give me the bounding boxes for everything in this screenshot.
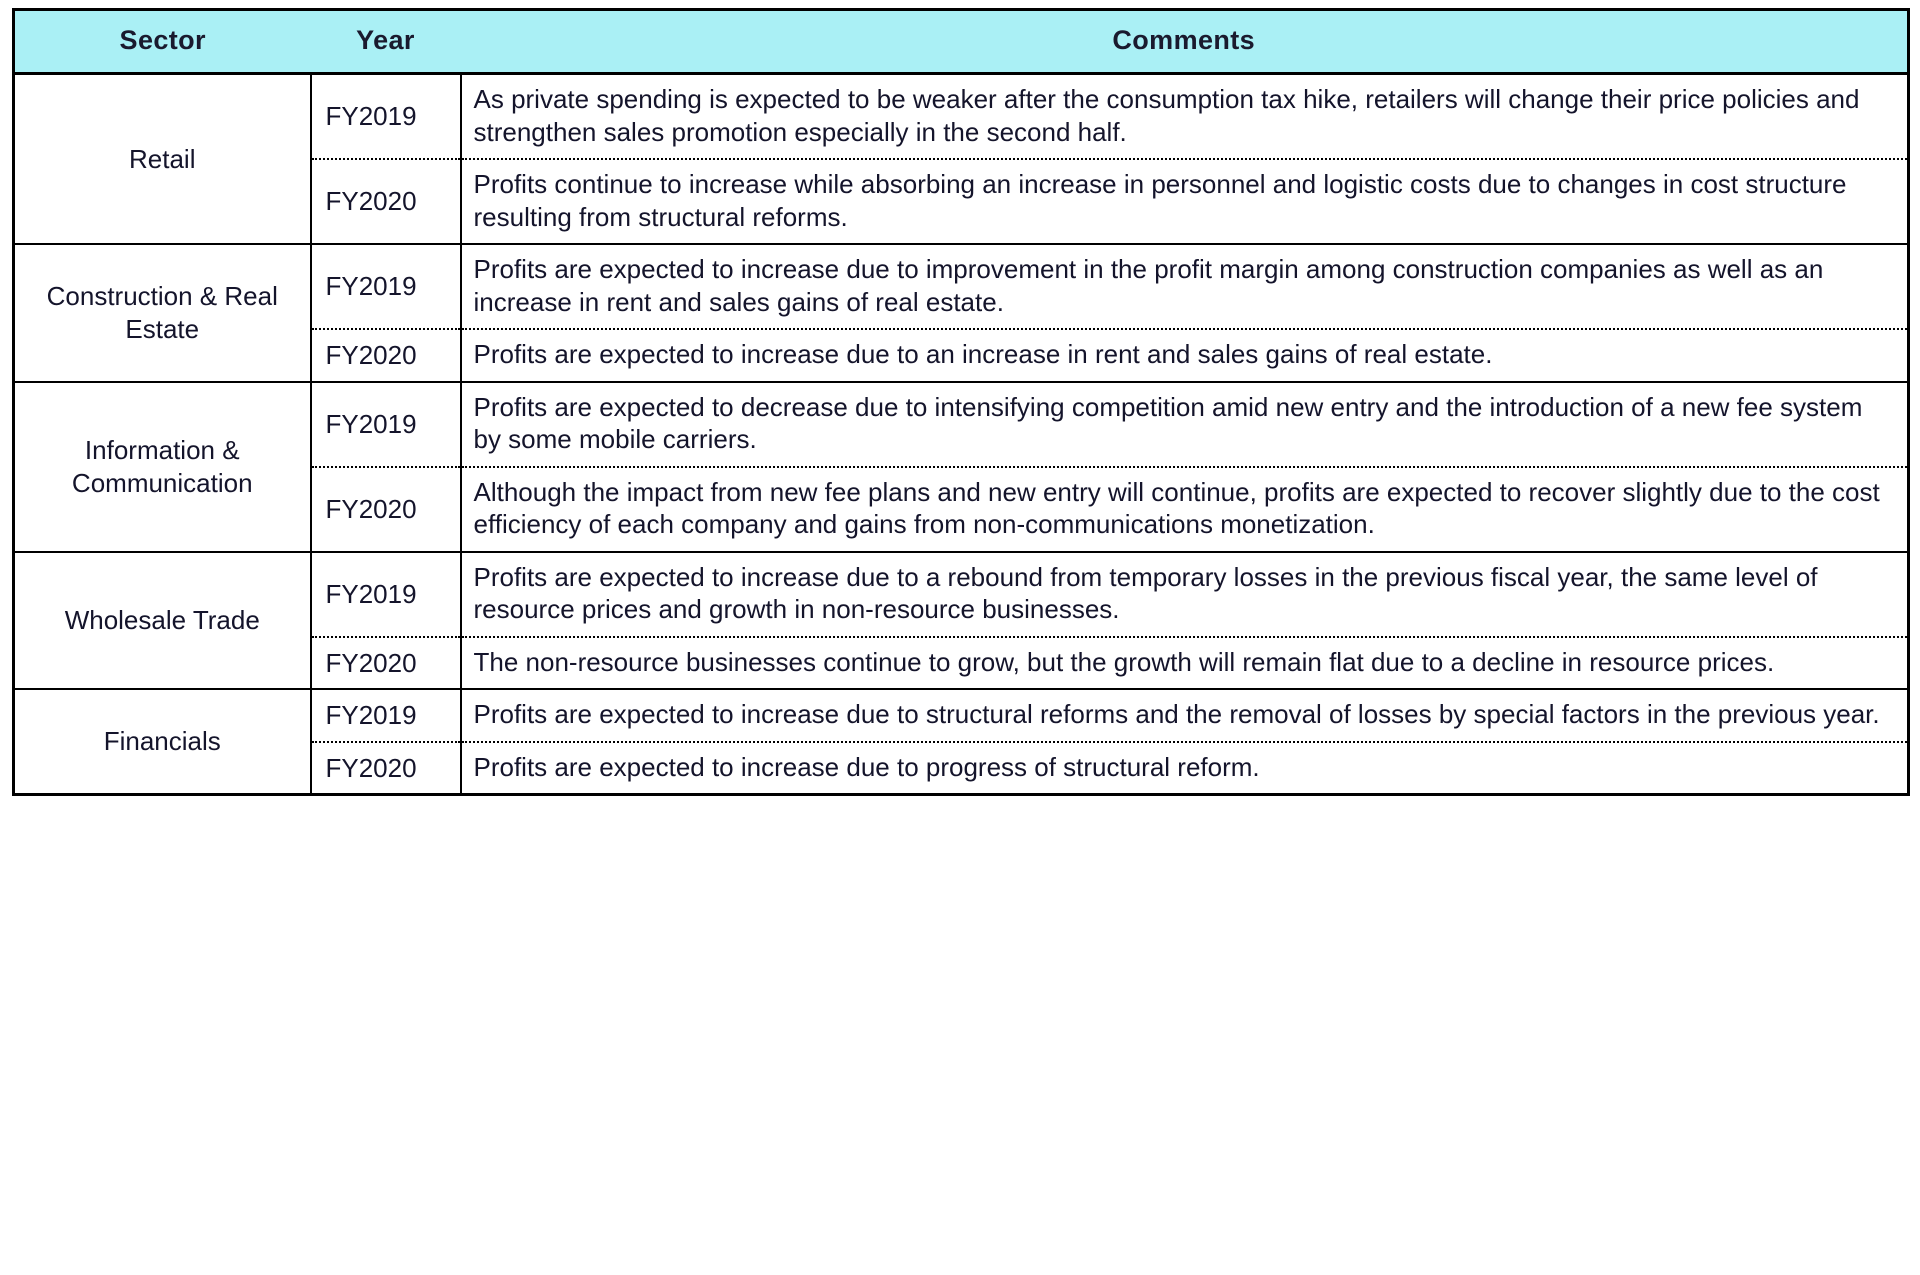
comment-cell: Although the impact from new fee plans and new entry will continue, profits are expected to recover slightly due to the cost efficiency of each company and gains from non-communications monetization. — [461, 467, 1909, 552]
sector-label: Wholesale Trade — [64, 605, 260, 635]
table-row — [14, 552, 1909, 637]
comment-cell: Profits are expected to increase due to improvement in the profit margin among construction companies as well as an increase in rent and sales gains of real estate. — [461, 244, 1909, 329]
comment-cell: Profits are expected to increase due to structural reforms and the removal of losses by special factors in the previous year. — [461, 689, 1909, 742]
table-row — [14, 244, 1909, 329]
column-header-comments: Comments — [461, 10, 1909, 74]
year-cell: FY2019 — [311, 552, 461, 637]
table-row — [14, 74, 1909, 160]
sector-label: Information & Communication — [71, 435, 253, 498]
year-cell: FY2020 — [311, 467, 461, 552]
year-cell: FY2020 — [311, 637, 461, 690]
sector-label: Financials — [103, 726, 221, 757]
column-header-year: Year — [311, 10, 461, 74]
comment-cell: Profits are expected to increase due to an increase in rent and sales gains of real estate. — [461, 329, 1909, 382]
year-cell: FY2019 — [311, 382, 461, 467]
comment-cell: Profits are expected to decrease due to intensifying competition amid new entry and the introduction of a new fee system by some mobile carriers. — [461, 382, 1909, 467]
year-cell: FY2019 — [311, 244, 461, 329]
year-cell: FY2019 — [311, 689, 461, 742]
table-header — [14, 10, 1909, 74]
table-row — [14, 382, 1909, 467]
column-header-sector: Sector — [14, 10, 311, 74]
sector-label: Retail — [129, 143, 196, 174]
sector-outlook-table — [12, 8, 1910, 796]
comment-cell: Profits are expected to increase due to progress of structural reform. — [461, 742, 1909, 795]
sector-cell — [14, 244, 311, 382]
table-header-row — [14, 10, 1909, 74]
sector-label: Construction & Real Estate — [46, 281, 278, 344]
sector-cell — [14, 382, 311, 552]
sector-cell — [14, 552, 311, 690]
sector-cell — [14, 74, 311, 245]
year-cell: FY2020 — [311, 329, 461, 382]
comment-cell: The non-resource businesses continue to grow, but the growth will remain flat due to a decline in resource prices. — [461, 637, 1909, 690]
table-body — [14, 74, 1909, 795]
year-cell: FY2020 — [311, 742, 461, 795]
comment-cell: Profits are expected to increase due to a rebound from temporary losses in the previous fiscal year, the same level of resource prices and growth in non-resource businesses. — [461, 552, 1909, 637]
year-cell: FY2019 — [311, 74, 461, 160]
comment-cell: Profits continue to increase while absorbing an increase in personnel and logistic costs due to changes in cost structure resulting from structural reforms. — [461, 159, 1909, 244]
comment-cell: As private spending is expected to be weaker after the consumption tax hike, retailers will change their price policies and strengthen sales promotion especially in the second half. — [461, 74, 1909, 160]
table-row — [14, 689, 1909, 742]
sector-cell — [14, 689, 311, 795]
year-cell: FY2020 — [311, 159, 461, 244]
